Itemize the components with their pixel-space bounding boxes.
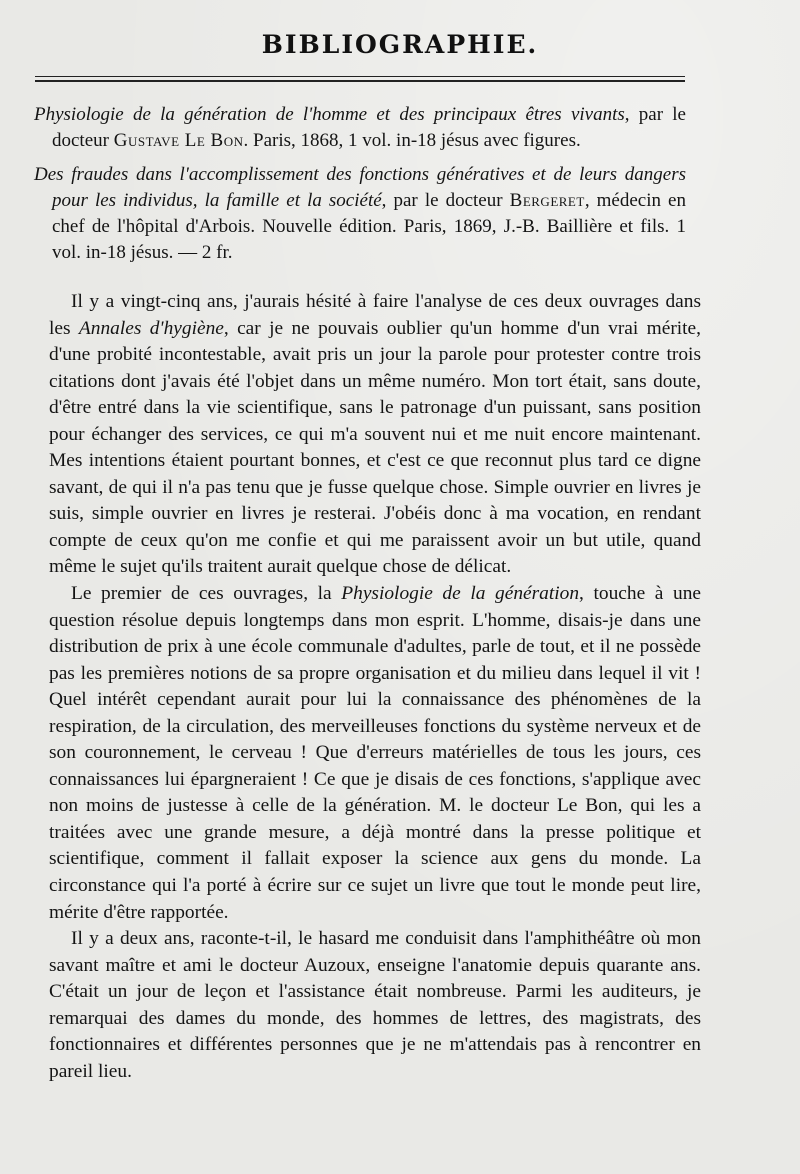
page-title: BIBLIOGRAPHIE. — [261, 30, 539, 59]
reference-details: , médecin en chef de l'hôpital d'Arbois. Nouvelle édition. Paris, 1869, J.-B. Baillière et fils. 1 vol. in-18 jésus. — 2 fr. — [52, 190, 686, 263]
reference-by: , par le docteur — [381, 190, 510, 211]
reference-author: Bergeret — [509, 190, 585, 211]
book-title: Physiologie de la génération — [341, 583, 580, 605]
paragraph-text: , car je ne pouvais oublier qu'un homme d'un vrai mérite, d'une probité incontestable, avait pris un jour la parole pour protester contre trois citations dont j'avais été l'objet dans un même numéro. Mon tort était, sans doute, d'être entré dans la vie scientifique, sans le patronage d'un puissant, sans position pour échanger des services, ce qui m'a souvent nui et me nuit encore maintenant. Mes intentions étaient pourtant bonnes, et c'est ce que reconnut plus tard ce digne savant, de qui il n'a pas tenu que je fusse quelque chose. Simple ouvrier en livres je suis, simple ouvrier en livres je resterai. J'obéis donc à ma vocation, en rendant compte de ceux qu'on me confie et qui me paraissent avoir un but utile, quand même le sujet qu'ils traitent aurait quelque chose de délicat. — [49, 317, 702, 578]
paragraph-text: Le premier de ces ouvrages, la — [71, 583, 342, 605]
paragraph-text: Il y a vingt-cinq ans, j'aurais hésité à faire l'analyse de ces deux ouvrages dans les — [49, 291, 701, 339]
reference-author: Gustave Le Bon — [113, 130, 244, 151]
reference-entry — [34, 102, 686, 154]
title-rule-thin — [35, 76, 685, 77]
paragraph-3: Il y a deux ans, raconte-t-il, le hasard me conduisit dans l'amphithéâtre où mon savant maître et ami le docteur Auzoux, enseigne l'anatomie depuis quarante ans. C'était un jour de leçon et l'assistance était nombreuse. Parmi les auditeurs, je remarquai des dames du monde, des hommes de lettres, des magistrats, des fonctionnaires et différentes personnes que je ne m'attendais pas à rencontrer en pareil lieu. — [49, 928, 701, 1082]
paragraph-text: , touche à une question résolue depuis longtemps dans mon esprit. L'homme, disais-je dans une distribution de prix à une école communale d'adultes, parle de tout, et il ne possède pas les premières notions de sa propre organisation et du milieu dans lequel il vit ! Quel intérêt cependant aurait pour lui la connaissance des phénomènes de la respiration, de la circulation, des merveilleuses fonctions du système nerveux et de son couronnement, le cerveau ! Que d'erreurs matérielles de tous les jours, ces connaissances lui épargneraient ! Ce que je disais de ces fonctions, s'applique avec non moins de justesse à celle de la génération. M. le docteur Le Bon, qui les a traitées avec une grande mesure, a déjà montré dans la presse politique et scientifique, comment il fallait exposer la science aux gens du monde. La circonstance qui l'a porté à écrire sur ce sujet un livre que tout le monde peut lire, mérite d'être rapportée. — [49, 583, 701, 923]
paragraph-2 — [49, 581, 701, 926]
reference-by: , par le docteur — [52, 104, 686, 151]
reference-title: Physiologie de la génération de l'homme et des principaux êtres vivants — [34, 104, 625, 125]
reference-title: Des fraudes dans l'accomplissement des fonctions génératives et de leurs dangers pour les individus, la famille et la société — [34, 164, 686, 211]
bibliography-references — [34, 102, 686, 274]
paragraph-1 — [49, 289, 701, 581]
reference-details: . Paris, 1868, 1 vol. in-18 jésus avec figures. — [243, 130, 581, 151]
title-rule-thick — [35, 80, 685, 82]
reference-entry — [34, 162, 686, 266]
journal-title: Annales d'hygiène — [78, 317, 224, 339]
article-body — [49, 289, 701, 1085]
